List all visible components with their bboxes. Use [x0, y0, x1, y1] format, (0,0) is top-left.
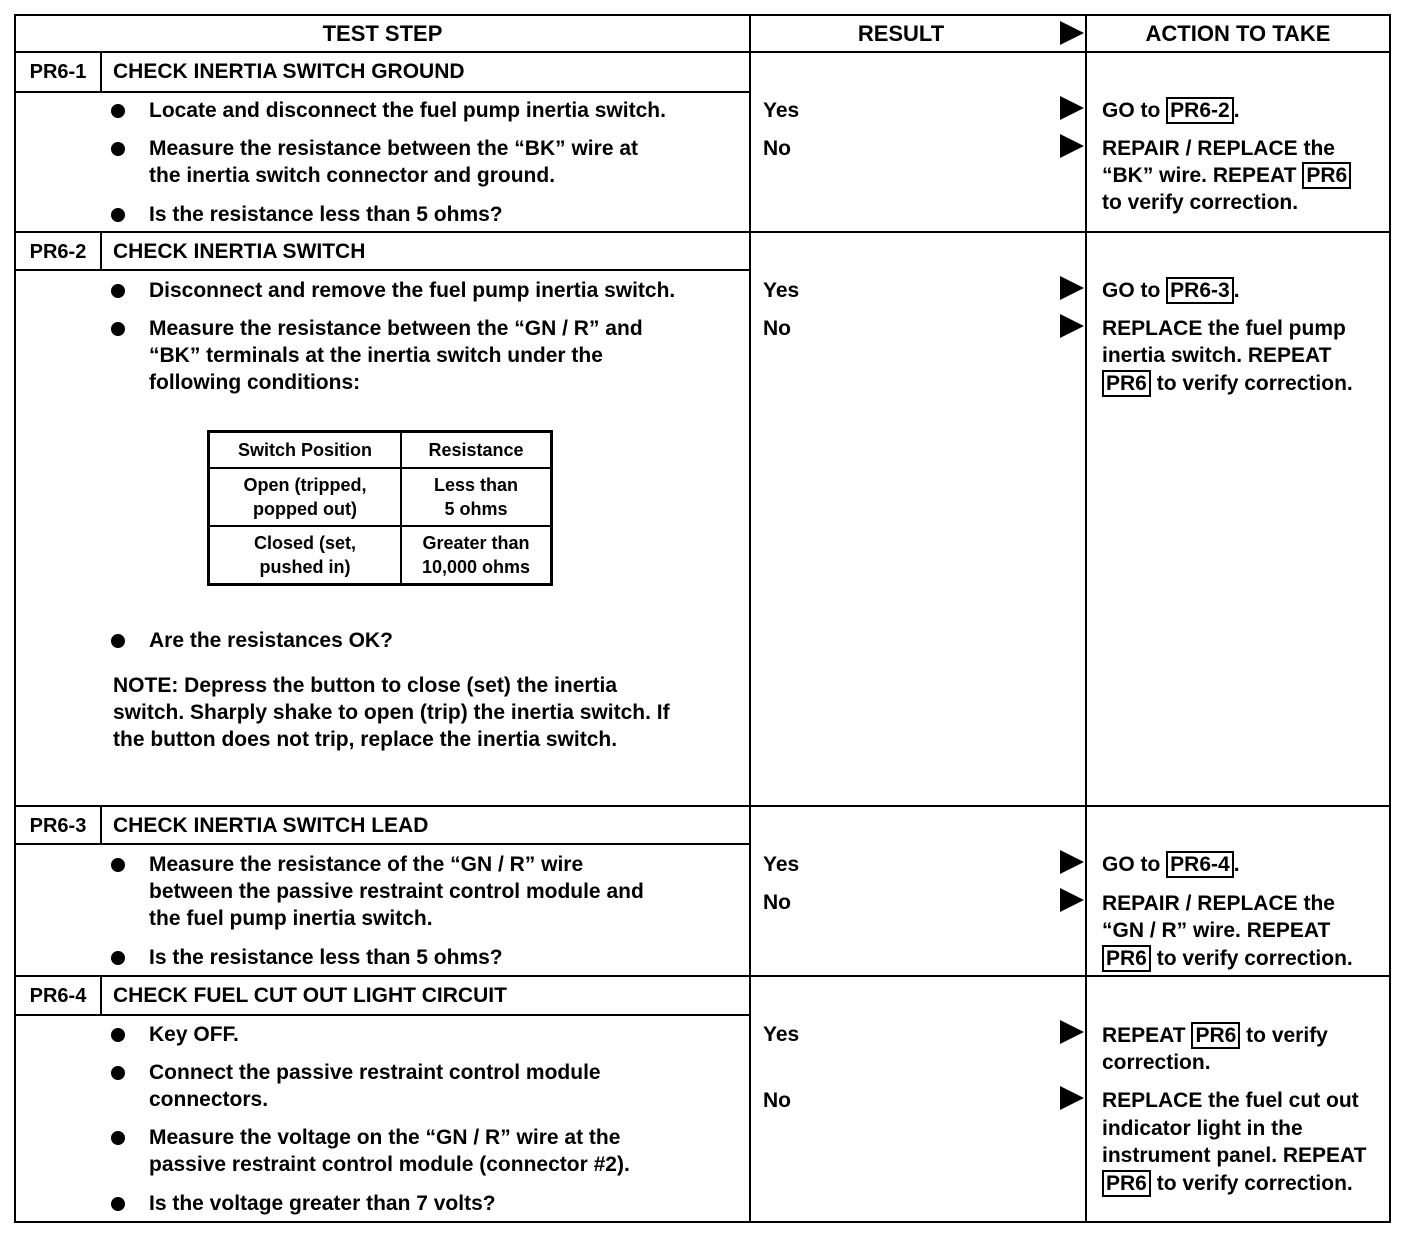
result-yes: Yes	[763, 99, 800, 122]
step-separator	[14, 975, 1391, 977]
bullet-icon	[111, 208, 125, 222]
step-instruction: connectors.	[149, 1088, 269, 1111]
step-instruction: passive restraint control module (connector #2).	[149, 1153, 630, 1176]
id-cell-border	[100, 51, 102, 93]
step-reference: PR6	[1102, 1170, 1151, 1197]
step-reference: PR6	[1191, 1022, 1240, 1049]
result-yes: Yes	[763, 279, 800, 302]
result-no: No	[763, 891, 791, 914]
step-separator	[14, 231, 1391, 233]
table-cell	[209, 526, 402, 585]
step-instruction: the fuel pump inertia switch.	[149, 907, 433, 930]
action-no: REPAIR / REPLACE the	[1102, 892, 1335, 915]
step-reference: PR6	[1302, 162, 1351, 189]
step-question: Is the voltage greater than 7 volts?	[149, 1192, 496, 1215]
action-yes	[1102, 97, 1240, 124]
arrow-right-icon	[1060, 1020, 1084, 1044]
action-no: to verify correction.	[1102, 191, 1299, 214]
action-no: REPLACE the fuel cut out	[1102, 1089, 1359, 1112]
step-title: CHECK INERTIA SWITCH GROUND	[113, 60, 465, 83]
table-row	[209, 526, 552, 585]
step-title: CHECK FUEL CUT OUT LIGHT CIRCUIT	[113, 984, 507, 1007]
column-divider-action	[1085, 14, 1087, 1223]
cell-line: 10,000 ohms	[421, 557, 531, 577]
step-instruction: following conditions:	[149, 371, 361, 394]
action-text: to verify correction.	[1156, 372, 1353, 395]
cell-line: popped out)	[253, 499, 357, 519]
action-text: .	[1233, 853, 1240, 876]
bullet-icon	[111, 634, 125, 648]
cell-line: 5 ohms	[444, 499, 508, 519]
table-header: Switch Position	[209, 432, 402, 469]
action-no: inertia switch. REPEAT	[1102, 344, 1332, 367]
outer-border-right	[1389, 14, 1391, 1223]
action-no: “GN / R” wire. REPEAT	[1102, 919, 1331, 942]
header-arrow-icon	[1060, 21, 1084, 45]
bullet-icon	[111, 284, 125, 298]
outer-border-bottom	[14, 1221, 1391, 1223]
action-yes	[1102, 851, 1240, 878]
outer-border-left	[14, 14, 16, 1223]
action-text: GO to	[1102, 279, 1161, 302]
table-cell	[401, 468, 552, 526]
action-yes	[1102, 277, 1240, 304]
header-test-step: TEST STEP	[322, 21, 443, 46]
step-reference: PR6-3	[1166, 277, 1234, 304]
bullet-icon	[111, 322, 125, 336]
bullet-icon	[111, 1131, 125, 1145]
arrow-right-icon	[1060, 314, 1084, 338]
step-question: Is the resistance less than 5 ohms?	[149, 946, 503, 969]
step-separator	[14, 805, 1391, 807]
step-id: PR6-4	[29, 985, 87, 1007]
bullet-icon	[111, 1197, 125, 1211]
column-divider-result	[749, 14, 751, 1223]
step-reference: PR6-2	[1166, 97, 1234, 124]
step-instruction: “BK” terminals at the inertia switch under the	[149, 344, 603, 367]
step-question: Are the resistances OK?	[149, 629, 393, 652]
title-row-rule	[14, 1014, 751, 1016]
table-row	[209, 468, 552, 526]
step-id: PR6-2	[29, 241, 87, 263]
result-no: No	[763, 137, 791, 160]
note-text: the button does not trip, replace the inertia switch.	[113, 728, 618, 751]
action-text: to verify	[1246, 1024, 1328, 1047]
arrow-right-icon	[1060, 888, 1084, 912]
cell-line: Open (tripped,	[243, 475, 367, 495]
action-no	[1102, 1170, 1353, 1197]
step-instruction: Measure the resistance between the “GN / R” and	[149, 317, 643, 340]
bullet-icon	[111, 951, 125, 965]
cell-line: pushed in)	[259, 557, 351, 577]
action-no: REPLACE the fuel pump	[1102, 317, 1346, 340]
action-text: “BK” wire. REPEAT	[1102, 164, 1297, 187]
arrow-right-icon	[1060, 276, 1084, 300]
action-text: GO to	[1102, 99, 1161, 122]
step-instruction: Connect the passive restraint control module	[149, 1061, 601, 1084]
action-yes	[1102, 1022, 1328, 1049]
step-question: Is the resistance less than 5 ohms?	[149, 203, 503, 226]
action-text: .	[1233, 99, 1240, 122]
cell-line: Greater than	[422, 533, 530, 553]
table-cell	[209, 468, 402, 526]
step-id: PR6-1	[29, 61, 87, 83]
action-text: to verify correction.	[1156, 1172, 1353, 1195]
id-cell-border	[100, 231, 102, 271]
action-no	[1102, 162, 1351, 189]
bullet-icon	[111, 104, 125, 118]
step-instruction: between the passive restraint control module and	[149, 880, 644, 903]
action-no	[1102, 945, 1353, 972]
switch-resistance-table	[207, 430, 553, 586]
action-text: to verify correction.	[1156, 947, 1353, 970]
step-instruction: Measure the resistance between the “BK” wire at	[149, 137, 638, 160]
step-title: CHECK INERTIA SWITCH LEAD	[113, 814, 429, 837]
note-text: switch. Sharply shake to open (trip) the inertia switch. If	[113, 701, 670, 724]
arrow-right-icon	[1060, 96, 1084, 120]
arrow-right-icon	[1060, 850, 1084, 874]
action-no	[1102, 370, 1353, 397]
header-action: ACTION TO TAKE	[1145, 21, 1331, 46]
action-text: GO to	[1102, 853, 1161, 876]
action-text: REPEAT	[1102, 1024, 1186, 1047]
action-no: indicator light in the	[1102, 1117, 1303, 1140]
result-no: No	[763, 1089, 791, 1112]
arrow-right-icon	[1060, 1086, 1084, 1110]
table-header: Resistance	[401, 432, 552, 469]
result-yes: Yes	[763, 1023, 800, 1046]
step-reference: PR6	[1102, 945, 1151, 972]
action-no: instrument panel. REPEAT	[1102, 1144, 1367, 1167]
step-instruction: Key OFF.	[149, 1023, 239, 1046]
step-instruction: Measure the resistance of the “GN / R” wire	[149, 853, 584, 876]
title-row-rule	[14, 91, 751, 93]
table-cell	[401, 526, 552, 585]
id-cell-border	[100, 805, 102, 845]
step-reference: PR6-4	[1166, 851, 1234, 878]
action-text: .	[1233, 279, 1240, 302]
step-reference: PR6	[1102, 370, 1151, 397]
bullet-icon	[111, 142, 125, 156]
action-no: REPAIR / REPLACE the	[1102, 137, 1335, 160]
step-instruction: Disconnect and remove the fuel pump inertia switch.	[149, 279, 676, 302]
cell-line: Less than	[433, 475, 519, 495]
step-id: PR6-3	[29, 815, 87, 837]
bullet-icon	[111, 1028, 125, 1042]
result-no: No	[763, 317, 791, 340]
bullet-icon	[111, 858, 125, 872]
result-yes: Yes	[763, 853, 800, 876]
step-title: CHECK INERTIA SWITCH	[113, 240, 366, 263]
id-cell-border	[100, 975, 102, 1016]
cell-line: Closed (set,	[253, 533, 357, 553]
header-result: RESULT	[857, 21, 945, 46]
action-yes: correction.	[1102, 1051, 1211, 1074]
step-instruction: Measure the voltage on the “GN / R” wire at the	[149, 1126, 621, 1149]
arrow-right-icon	[1060, 134, 1084, 158]
note-text: NOTE: Depress the button to close (set) the inertia	[113, 674, 618, 697]
step-instruction: the inertia switch connector and ground.	[149, 164, 556, 187]
step-instruction: Locate and disconnect the fuel pump inertia switch.	[149, 99, 666, 122]
bullet-icon	[111, 1066, 125, 1080]
